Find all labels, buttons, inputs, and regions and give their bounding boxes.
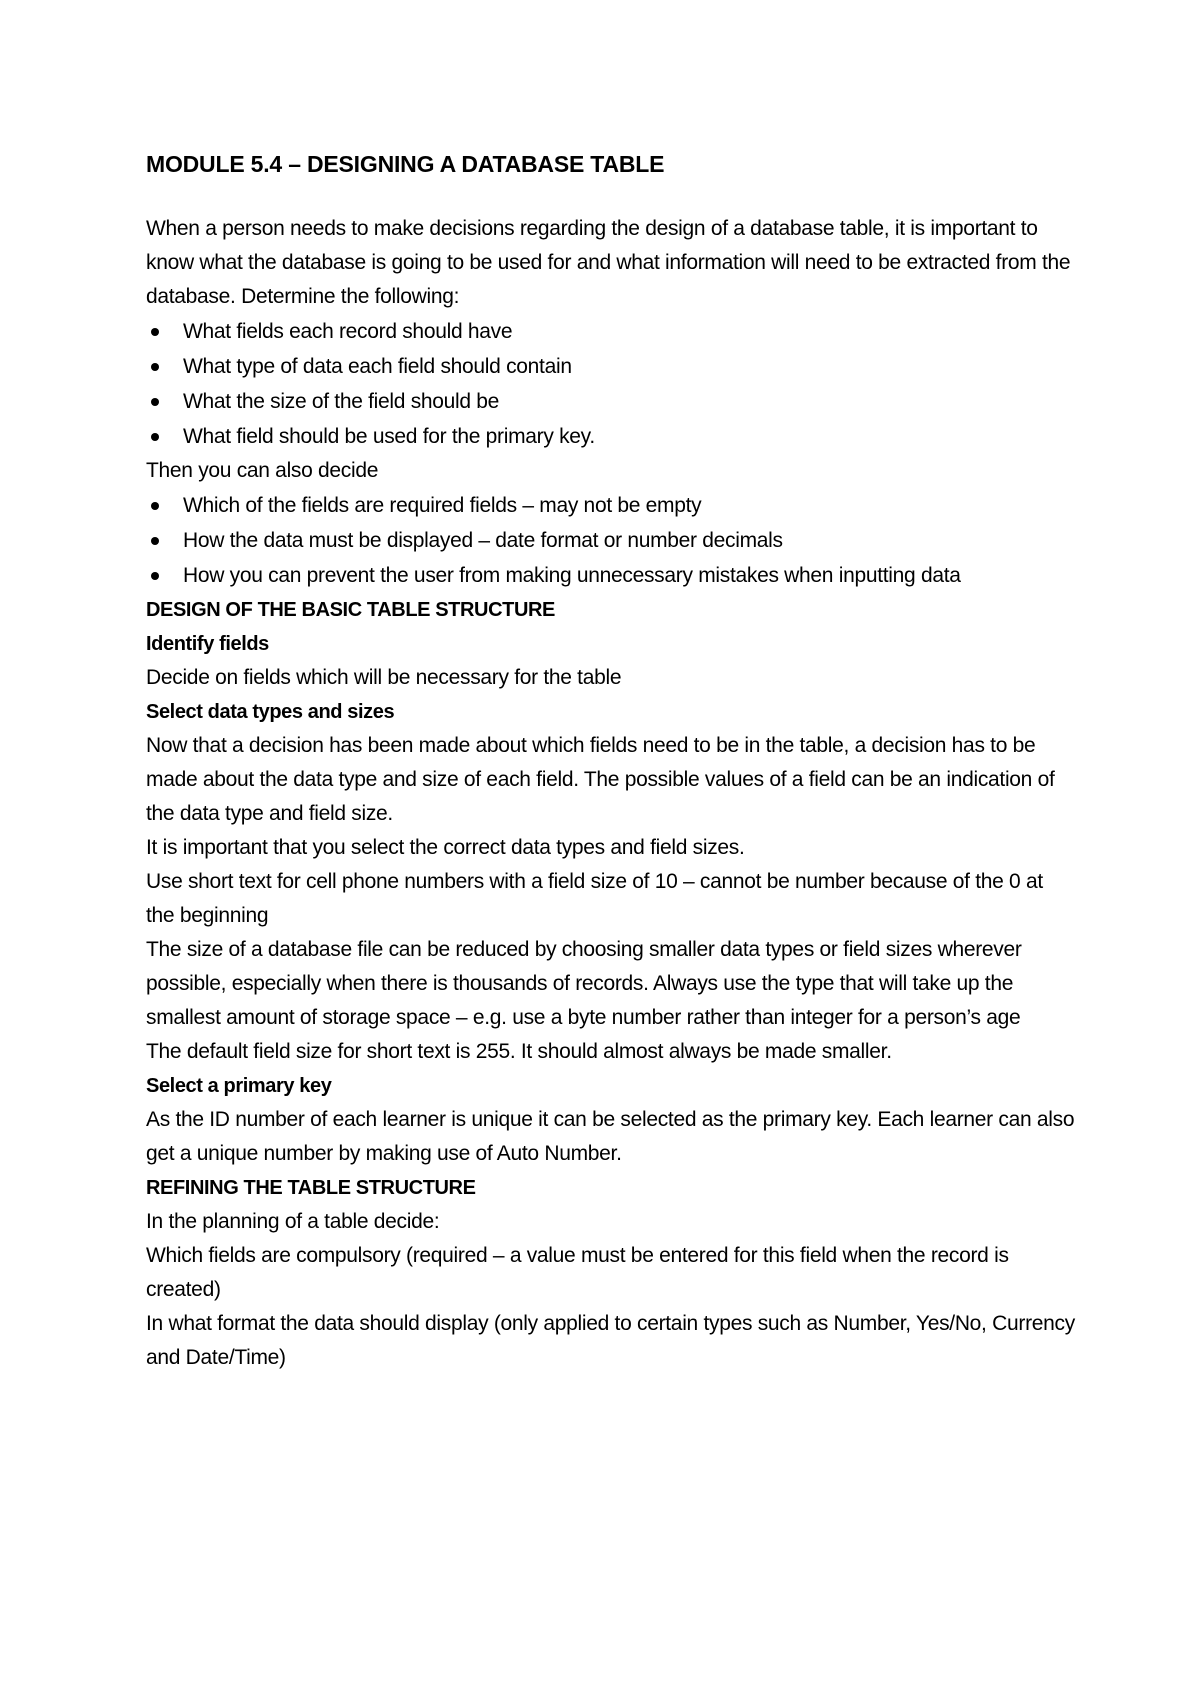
refine-paragraph-2: Which fields are compulsory (required – a value must be entered for this field when the record is created) xyxy=(146,1244,1009,1301)
select-paragraph-1: Now that a decision has been made about which fields need to be in the table, a decision has to be made about the data type and size of each field. The possible values of a field can be an indication of the data type and field size. xyxy=(146,734,1055,825)
select-paragraph-3: Use short text for cell phone numbers with a field size of 10 – cannot be number because of the 0 at the beginning xyxy=(146,870,1043,927)
refine-paragraph-3: In what format the data should display (only applied to certain types such as Number, Yes/No, Currency and Date/Time) xyxy=(146,1312,1075,1369)
then-paragraph: Then you can also decide xyxy=(146,459,379,482)
select-paragraph-2: It is important that you select the correct data types and field sizes. xyxy=(146,836,745,859)
subheading-identify-fields: Identify fields xyxy=(146,633,269,655)
page-title: MODULE 5.4 – DESIGNING A DATABASE TABLE xyxy=(146,151,665,177)
bullet-icon xyxy=(151,398,159,406)
intro-paragraph: When a person needs to make decisions regarding the design of a database table, it is important to know what the database is going to be used for and what information will need to be extracted from the database. Determine the following: xyxy=(146,217,1071,308)
bullet-icon xyxy=(151,572,159,580)
document-page xyxy=(146,146,1076,1375)
primary-key-paragraph: As the ID number of each learner is unique it can be selected as the primary key. Each learner can also get a unique number by making use of Auto Number. xyxy=(146,1108,1075,1165)
bullet-icon xyxy=(151,502,159,510)
identify-paragraph: Decide on fields which will be necessary for the table xyxy=(146,666,622,689)
subheading-primary-key: Select a primary key xyxy=(146,1075,332,1097)
refine-paragraph-1: In the planning of a table decide: xyxy=(146,1210,440,1233)
subheading-select-types: Select data types and sizes xyxy=(146,701,395,723)
list-item: What fields each record should have xyxy=(146,314,1076,349)
section-heading-basic: DESIGN OF THE BASIC TABLE STRUCTURE xyxy=(146,599,555,621)
section-heading-refine: REFINING THE TABLE STRUCTURE xyxy=(146,1177,476,1199)
list-item: What type of data each field should contain xyxy=(146,349,1076,384)
decide-list xyxy=(146,488,1076,593)
bullet-icon xyxy=(151,433,159,441)
list-item: What the size of the field should be xyxy=(146,384,1076,419)
select-paragraph-5: The default field size for short text is 255. It should almost always be made smaller. xyxy=(146,1040,892,1063)
list-item: How you can prevent the user from making unnecessary mistakes when inputting data xyxy=(146,558,1076,593)
bullet-icon xyxy=(151,363,159,371)
bullet-icon xyxy=(151,537,159,545)
list-item: How the data must be displayed – date format or number decimals xyxy=(146,523,1076,558)
list-item: What field should be used for the primary key. xyxy=(146,419,1076,454)
select-paragraph-4: The size of a database file can be reduced by choosing smaller data types or field sizes wherever possible, especially when there is thousands of records. Always use the type that will take up the smallest amount of storage space – e.g. use a byte number rather than integer for a person’s age xyxy=(146,938,1022,1029)
bullet-icon xyxy=(151,328,159,336)
determine-list xyxy=(146,314,1076,454)
list-item: Which of the fields are required fields – may not be empty xyxy=(146,488,1076,523)
